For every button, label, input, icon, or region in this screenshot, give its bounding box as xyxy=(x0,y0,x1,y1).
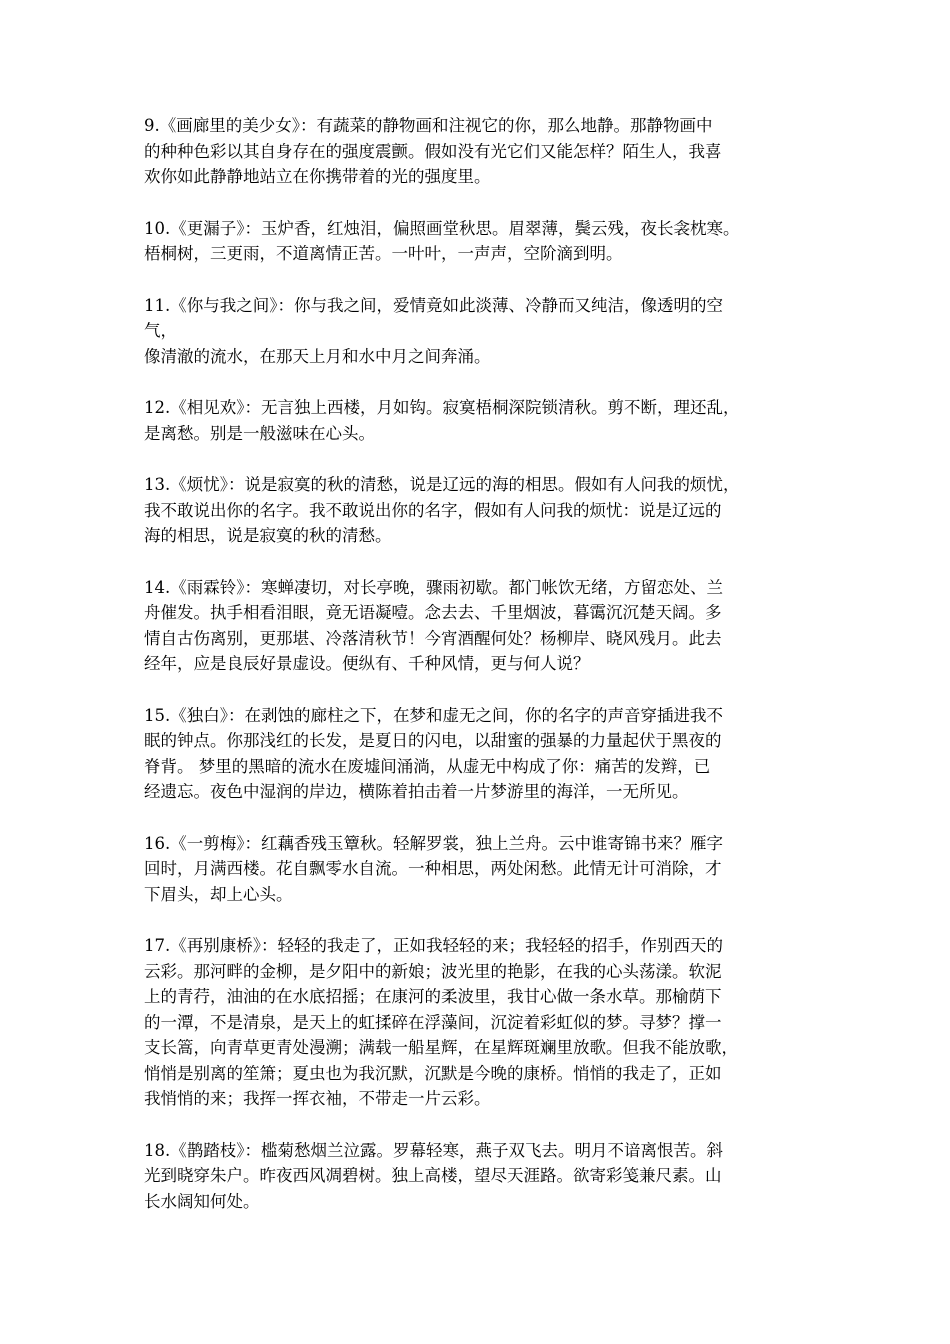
text-line: 12.《相见欢》：无言独上西楼，月如钩。寂寞梧桐深院锁清秋。剪不断，理还乱， xyxy=(144,398,740,417)
entry-9 xyxy=(144,113,810,190)
entry-18 xyxy=(144,1138,810,1215)
text-line: 眠的钟点。你那浅红的长发，是夏日的闪电，以甜蜜的强暴的力量起伏于黑夜的 xyxy=(144,731,722,750)
text-line: 支长篙，向青草更青处漫溯；满载一船星辉，在星辉斑斓里放歌。但我不能放歌， xyxy=(144,1038,738,1057)
entry-15 xyxy=(144,703,810,805)
text-line: 下眉头，却上心头。 xyxy=(144,884,293,904)
text-line: 11.《你与我之间》：你与我之间，爱情竟如此淡薄、冷静而又纯洁，像透明的空 xyxy=(144,295,723,315)
entry-11 xyxy=(144,293,810,370)
entry-text xyxy=(144,293,810,370)
entry-17 xyxy=(144,933,810,1112)
text-line: 长水阔知何处。 xyxy=(144,1191,260,1211)
text-line: 脊背。 梦里的黑暗的流水在废墟间涌淌，从虚无中构成了你：痛苦的发辫，已 xyxy=(144,756,711,776)
entry-13 xyxy=(144,472,810,549)
entry-14 xyxy=(144,575,810,677)
document-page xyxy=(144,113,810,1240)
entry-text xyxy=(144,395,810,446)
text-line: 经年，应是良辰好景虚设。便纵有、千种风情，更与何人说？ xyxy=(144,654,590,673)
text-line: 我不敢说出你的名字。我不敢说出你的名字，假如有人问我的烦忧：说是辽远的 xyxy=(144,500,722,520)
text-line: 18.《鹊踏枝》：槛菊愁烟兰泣露。罗幕轻寒，燕子双飞去。明月不谙离恨苦。斜 xyxy=(144,1140,723,1160)
text-line: 云彩。那河畔的金柳，是夕阳中的新娘；波光里的艳影，在我的心头荡漾。软泥 xyxy=(144,961,722,981)
entry-text xyxy=(144,472,810,549)
entry-text xyxy=(144,1138,810,1215)
text-line: 15.《独白》：在剥蚀的廊柱之下，在梦和虚无之间，你的名字的声音穿插进我不 xyxy=(144,705,723,725)
text-line: 光到晓穿朱户。昨夜西风凋碧树。独上高楼，望尽天涯路。欲寄彩笺兼尺素。山 xyxy=(144,1166,722,1185)
text-line: 17.《再别康桥》：轻轻的我走了，正如我轻轻的来；我轻轻的招手，作别西天的 xyxy=(144,936,723,955)
entry-text xyxy=(144,575,810,677)
text-line: 16.《一剪梅》：红藕香残玉簟秋。轻解罗裳，独上兰舟。云中谁寄锦书来？雁字 xyxy=(144,833,723,853)
text-line: 的种种色彩以其自身存在的强度震颤。假如没有光它们又能怎样？陌生人，我喜 xyxy=(144,141,722,161)
text-line: 是离愁。别是一般滋味在心头。 xyxy=(144,423,375,443)
text-line: 经遗忘。夜色中湿润的岸边，横陈着拍击着一片梦游里的海洋，一无所见。 xyxy=(144,782,689,801)
entry-text xyxy=(144,216,810,267)
text-line: 欢你如此静静地站立在你携带着的光的强度里。 xyxy=(144,167,491,186)
text-line: 上的青荇，油油的在水底招摇；在康河的柔波里，我甘心做一条水草。那榆荫下 xyxy=(144,987,722,1006)
entry-12 xyxy=(144,395,810,446)
text-line: 10.《更漏子》：玉炉香，红烛泪，偏照画堂秋思。眉翠薄，鬓云残，夜长衾枕寒。 xyxy=(144,218,740,238)
entry-text xyxy=(144,113,810,190)
text-line: 的一潭，不是清泉，是天上的虹揉碎在浮藻间，沉淀着彩虹似的梦。寻梦？撑一 xyxy=(144,1012,722,1032)
entry-10 xyxy=(144,216,810,267)
text-line: 我悄悄的来；我挥一挥衣袖，不带走一片云彩。 xyxy=(144,1089,491,1108)
text-line: 气， xyxy=(144,321,177,340)
text-line: 13.《烦忧》：说是寂寞的秋的清愁，说是辽远的海的相思。假如有人问我的烦忧， xyxy=(144,475,740,494)
text-line: 梧桐树，三更雨，不道离情正苦。一叶叶，一声声，空阶滴到明。 xyxy=(144,244,623,263)
text-line: 情自古伤离别，更那堪、冷落清秋节！今宵酒醒何处？杨柳岸、晓风残月。此去 xyxy=(144,628,722,648)
text-line: 悄悄是别离的笙箫；夏虫也为我沉默，沉默是今晚的康桥。悄悄的我走了，正如 xyxy=(144,1063,722,1083)
entry-text xyxy=(144,933,810,1112)
entry-text xyxy=(144,703,810,805)
text-line: 14.《雨霖铃》：寒蝉凄切，对长亭晚，骤雨初歇。都门帐饮无绪，方留恋处、兰 xyxy=(144,577,723,597)
text-line: 回时，月满西楼。花自飘零水自流。一种相思，两处闲愁。此情无计可消除，才 xyxy=(144,859,722,878)
text-line: 海的相思，说是寂寞的秋的清愁。 xyxy=(144,526,392,545)
text-line: 舟催发。执手相看泪眼，竟无语凝噎。念去去、千里烟波，暮霭沉沉楚天阔。多 xyxy=(144,603,722,622)
text-line: 像清澈的流水，在那天上月和水中月之间奔涌。 xyxy=(144,346,491,366)
text-line: 9.《画廊里的美少女》：有蔬菜的静物画和注视它的你，那么地静。那静物画中 xyxy=(144,116,713,135)
entry-text xyxy=(144,831,810,908)
entry-16 xyxy=(144,831,810,908)
